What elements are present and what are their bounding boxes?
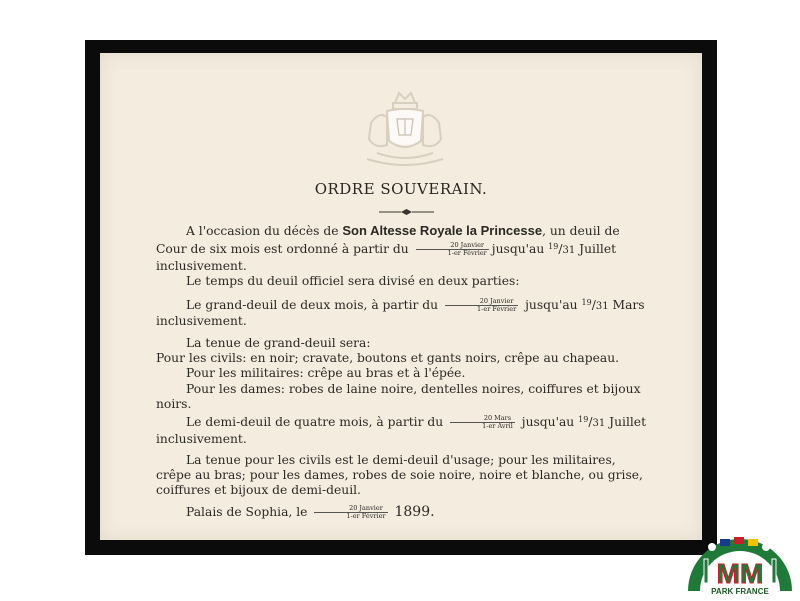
paragraph-dames: Pour les dames: robes de laine noire, dentelles noires, coiffures et bijoux noirs.	[156, 381, 641, 411]
date-fraction: $\frac{\text{20 Janvier}}{\text{1-er Février}}$	[314, 505, 387, 520]
paragraph-grand-deuil-dress: La tenue de grand-deuil sera:	[186, 335, 371, 350]
date-fraction: $\frac{\text{20 Mars}}{\text{1-er Avril}}$	[450, 415, 515, 430]
ornament-divider-icon	[379, 209, 434, 215]
document-card	[100, 53, 702, 540]
embossed-coat-of-arms-icon	[357, 83, 453, 169]
document-title: ORDRE SOUVERAIN.	[314, 180, 488, 198]
decree-body	[156, 223, 650, 520]
paragraph-demi-deuil: Le demi-deuil de quatre mois, à partir du $\frac{\text{20 Mars}}{\text{1-er Avril}}$ jusqu'au $^{19}$/31 Juillet inclusivement.	[156, 414, 647, 446]
paragraph-periods: Le temps du deuil officiel sera divisé en deux parties:	[186, 273, 520, 288]
paragraph-announcement: A l'occasion du décès de Son Altesse Royale la Princesse, un deuil de Cour de six mois est ordonné à partir du $\frac{\text{20 Janvier}}{\text{1-er Février}}$ jusqu'au $^{19}$/31 Juillet inclusivement.	[156, 223, 620, 273]
paragraph-militaires: Pour les militaires: crêpe au bras et à l'épée.	[186, 366, 466, 381]
paragraph-signature-line: Palais de Sophia, le $\frac{\text{20 Janvier}}{\text{1-er Février}}$ 1899.	[186, 503, 435, 520]
date-fraction: $\frac{\text{20 Janvier}}{\text{1-er Février}}$	[416, 242, 489, 257]
date-fraction: $\frac{\text{20 Janvier}}{\text{1-er Février}}$	[445, 298, 518, 313]
paragraph-civils: Pour les civils: en noir; cravate, boutons et gants noirs, crêpe au chapeau.	[156, 351, 620, 366]
mm-park-france-logo	[686, 525, 794, 597]
paragraph-grand-deuil: Le grand-deuil de deux mois, à partir du $\frac{\text{20 Janvier}}{\text{1-er Février}}$ jusqu'au $^{19}$/31 Mars inclusivement.	[156, 297, 645, 329]
logo-caption: PARK FRANCE	[711, 587, 769, 596]
paragraph-demi-deuil-dress: La tenue pour les civils est le demi-deuil d'usage; pour les militaires, crêpe au bras; pour les dames, robes de soie noire, noire et blanche, ou grise, coiffures et bijoux de demi-deuil.	[156, 452, 643, 498]
svg-text:MM: MM	[716, 558, 764, 589]
